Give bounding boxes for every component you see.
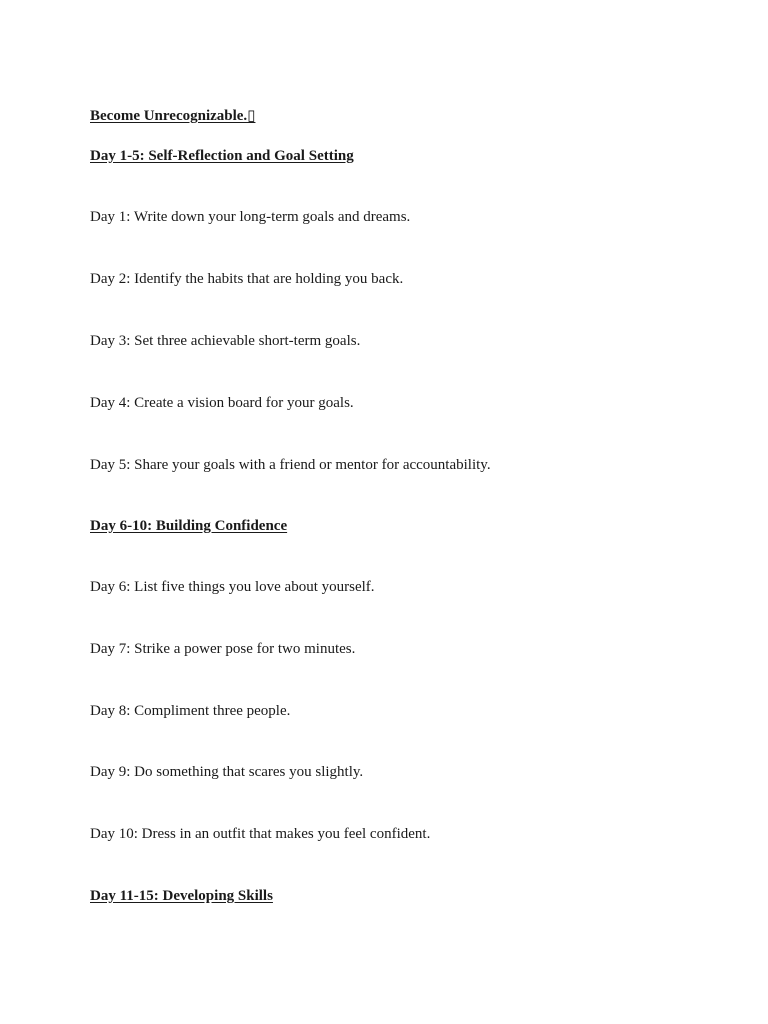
day-item: Day 2: Identify the habits that are holding you back. bbox=[90, 271, 404, 287]
section-heading: Day 11-15: Developing Skills bbox=[90, 888, 273, 904]
section-heading: Day 6-10: Building Confidence bbox=[90, 518, 288, 534]
day-item: Day 9: Do something that scares you slightly. bbox=[90, 764, 364, 780]
section-heading: Day 1-5: Self-Reflection and Goal Setting bbox=[90, 148, 354, 164]
document-title: Become Unrecognizable.▯ bbox=[90, 108, 256, 124]
day-item: Day 6: List five things you love about yourself. bbox=[90, 579, 375, 595]
day-item: Day 10: Dress in an outfit that makes you feel confident. bbox=[90, 826, 431, 842]
day-item: Day 8: Compliment three people. bbox=[90, 703, 291, 719]
day-item: Day 1: Write down your long-term goals and dreams. bbox=[90, 209, 411, 225]
day-item: Day 3: Set three achievable short-term goals. bbox=[90, 333, 361, 349]
day-item: Day 4: Create a vision board for your goals. bbox=[90, 395, 354, 411]
day-item: Day 5: Share your goals with a friend or mentor for accountability. bbox=[90, 457, 491, 473]
day-item: Day 7: Strike a power pose for two minutes. bbox=[90, 641, 356, 657]
